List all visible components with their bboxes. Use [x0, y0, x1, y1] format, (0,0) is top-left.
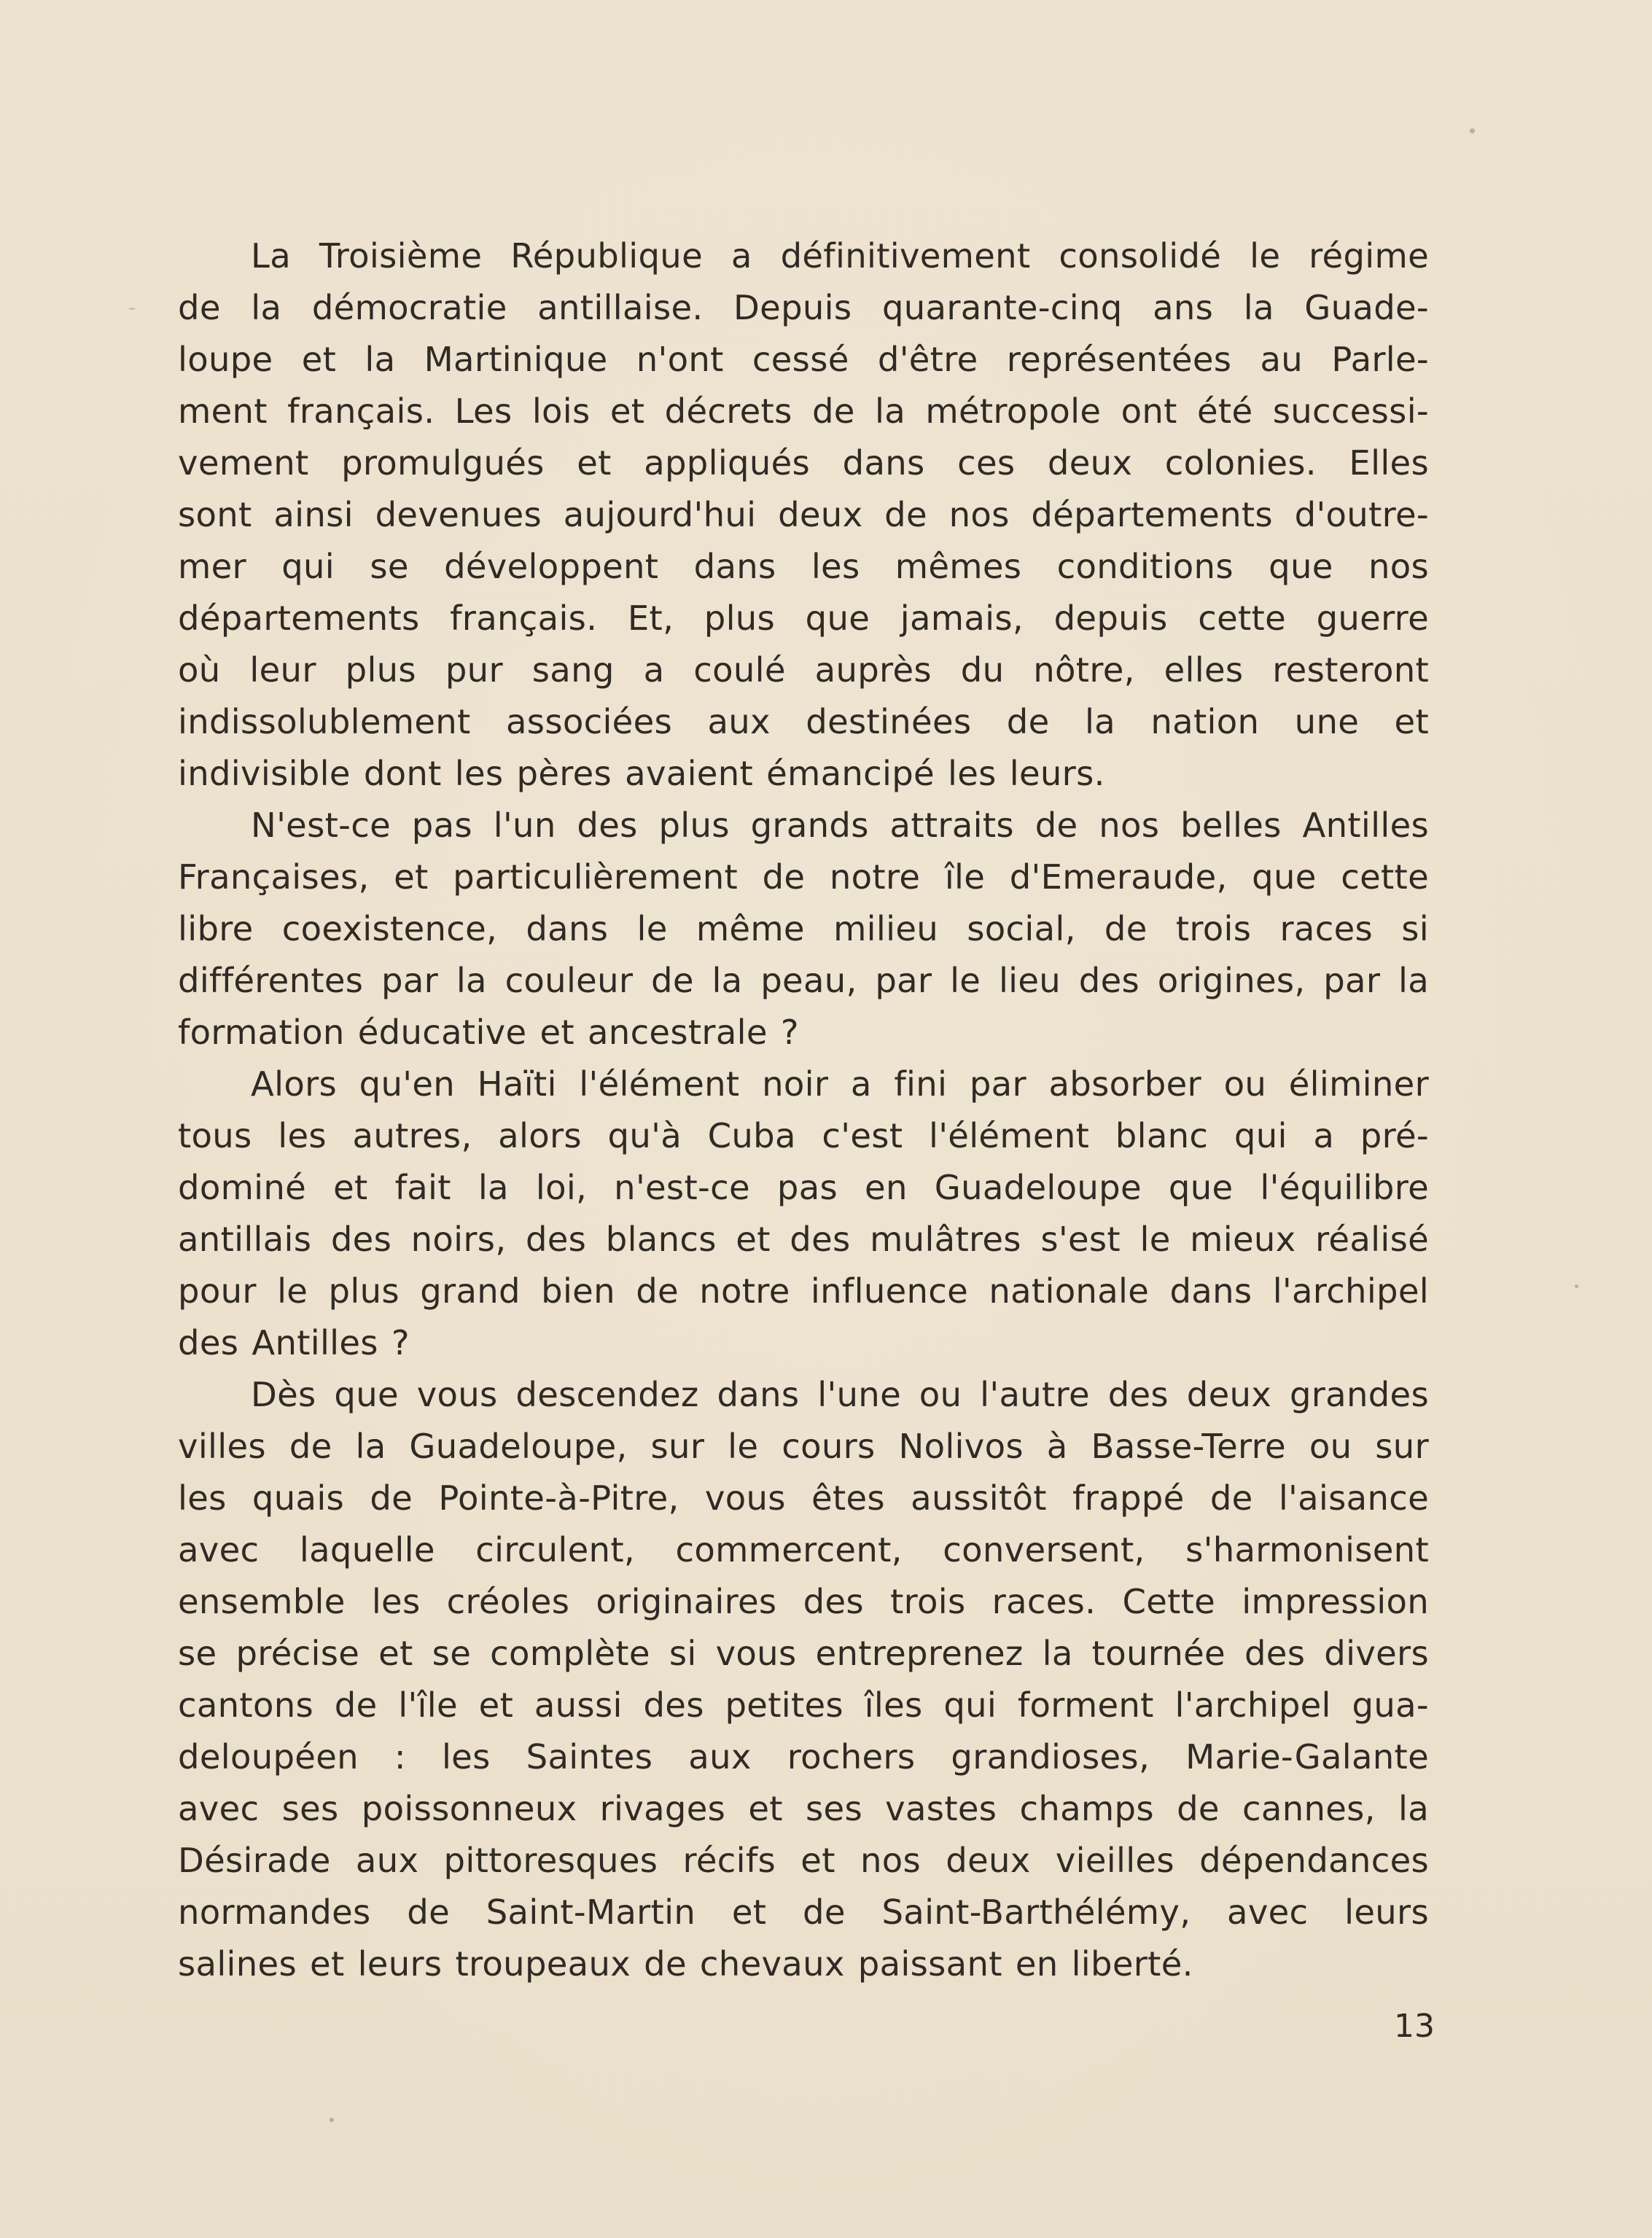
text-line: des Antilles ? — [178, 1323, 410, 1362]
paragraph — [178, 1058, 1429, 1369]
paper-speck — [128, 308, 136, 310]
paragraph — [178, 1369, 1429, 1990]
text-line: La Troisième République a définitivement consolidé le régime — [251, 236, 1429, 276]
text-line: ensemble les créoles originaires des trois races. Cette impression — [178, 1582, 1429, 1621]
paper-speck — [1470, 128, 1475, 133]
text-line: avec laquelle circulent, commercent, conversent, s'harmonisent — [178, 1530, 1429, 1570]
text-line: villes de la Guadeloupe, sur le cours Nolivos à Basse-Terre ou sur — [178, 1427, 1429, 1466]
text-line: antillais des noirs, des blancs et des mulâtres s'est le mieux réalisé — [178, 1220, 1429, 1259]
text-line: Alors qu'en Haïti l'élément noir a fini par absorber ou éliminer — [251, 1064, 1429, 1104]
paper-speck — [1575, 1284, 1578, 1288]
text-line: mer qui se développent dans les mêmes conditions que nos — [178, 547, 1429, 586]
text-line: cantons de l'île et aussi des petites îles qui forment l'archipel gua- — [178, 1685, 1429, 1725]
text-line: tous les autres, alors qu'à Cuba c'est l'élément blanc qui a pré- — [178, 1116, 1429, 1155]
text-line: N'est-ce pas l'un des plus grands attraits de nos belles Antilles — [251, 806, 1429, 845]
paragraph — [178, 230, 1429, 800]
text-line: différentes par la couleur de la peau, par le lieu des origines, par la — [178, 961, 1429, 1000]
text-line: Dès que vous descendez dans l'une ou l'autre des deux grandes — [251, 1375, 1429, 1414]
text-line: indissolublement associées aux destinées de la nation une et — [178, 702, 1429, 741]
text-line: vement promulgués et appliqués dans ces deux colonies. Elles — [178, 443, 1429, 483]
text-line: ment français. Les lois et décrets de la métropole ont été successi- — [178, 391, 1429, 431]
text-line: départements français. Et, plus que jamais, depuis cette guerre — [178, 599, 1429, 638]
text-line: se précise et se complète si vous entreprenez la tournée des divers — [178, 1634, 1429, 1673]
body-text — [178, 230, 1429, 1990]
text-line: Françaises, et particulièrement de notre île d'Emeraude, que cette — [178, 857, 1429, 897]
text-line: deloupéen : les Saintes aux rochers grandioses, Marie-Galante — [178, 1737, 1429, 1777]
paper-speck — [330, 2118, 334, 2122]
text-line: sont ainsi devenues aujourd'hui deux de nos départements d'outre- — [178, 495, 1429, 534]
text-line: pour le plus grand bien de notre influence nationale dans l'archipel — [178, 1271, 1429, 1311]
paragraph — [178, 800, 1429, 1058]
text-line: de la démocratie antillaise. Depuis quarante-cinq ans la Guade- — [178, 288, 1429, 327]
text-line: indivisible dont les pères avaient émancipé les leurs. — [178, 754, 1105, 793]
page-number: 13 — [1394, 2008, 1435, 2045]
text-line: avec ses poissonneux rivages et ses vastes champs de cannes, la — [178, 1789, 1429, 1828]
text-line: salines et leurs troupeaux de chevaux paissant en liberté. — [178, 1944, 1193, 1984]
text-line: dominé et fait la loi, n'est-ce pas en Guadeloupe que l'équilibre — [178, 1168, 1429, 1207]
text-line: où leur plus pur sang a coulé auprès du nôtre, elles resteront — [178, 650, 1429, 690]
text-line: Désirade aux pittoresques récifs et nos deux vieilles dépendances — [178, 1841, 1429, 1880]
text-line: normandes de Saint-Martin et de Saint-Barthélémy, avec leurs — [178, 1892, 1429, 1932]
text-line: les quais de Pointe-à-Pitre, vous êtes aussitôt frappé de l'aisance — [178, 1478, 1429, 1518]
text-line: formation éducative et ancestrale ? — [178, 1013, 799, 1052]
text-line: libre coexistence, dans le même milieu social, de trois races si — [178, 909, 1429, 948]
text-line: loupe et la Martinique n'ont cessé d'être représentées au Parle- — [178, 340, 1429, 379]
